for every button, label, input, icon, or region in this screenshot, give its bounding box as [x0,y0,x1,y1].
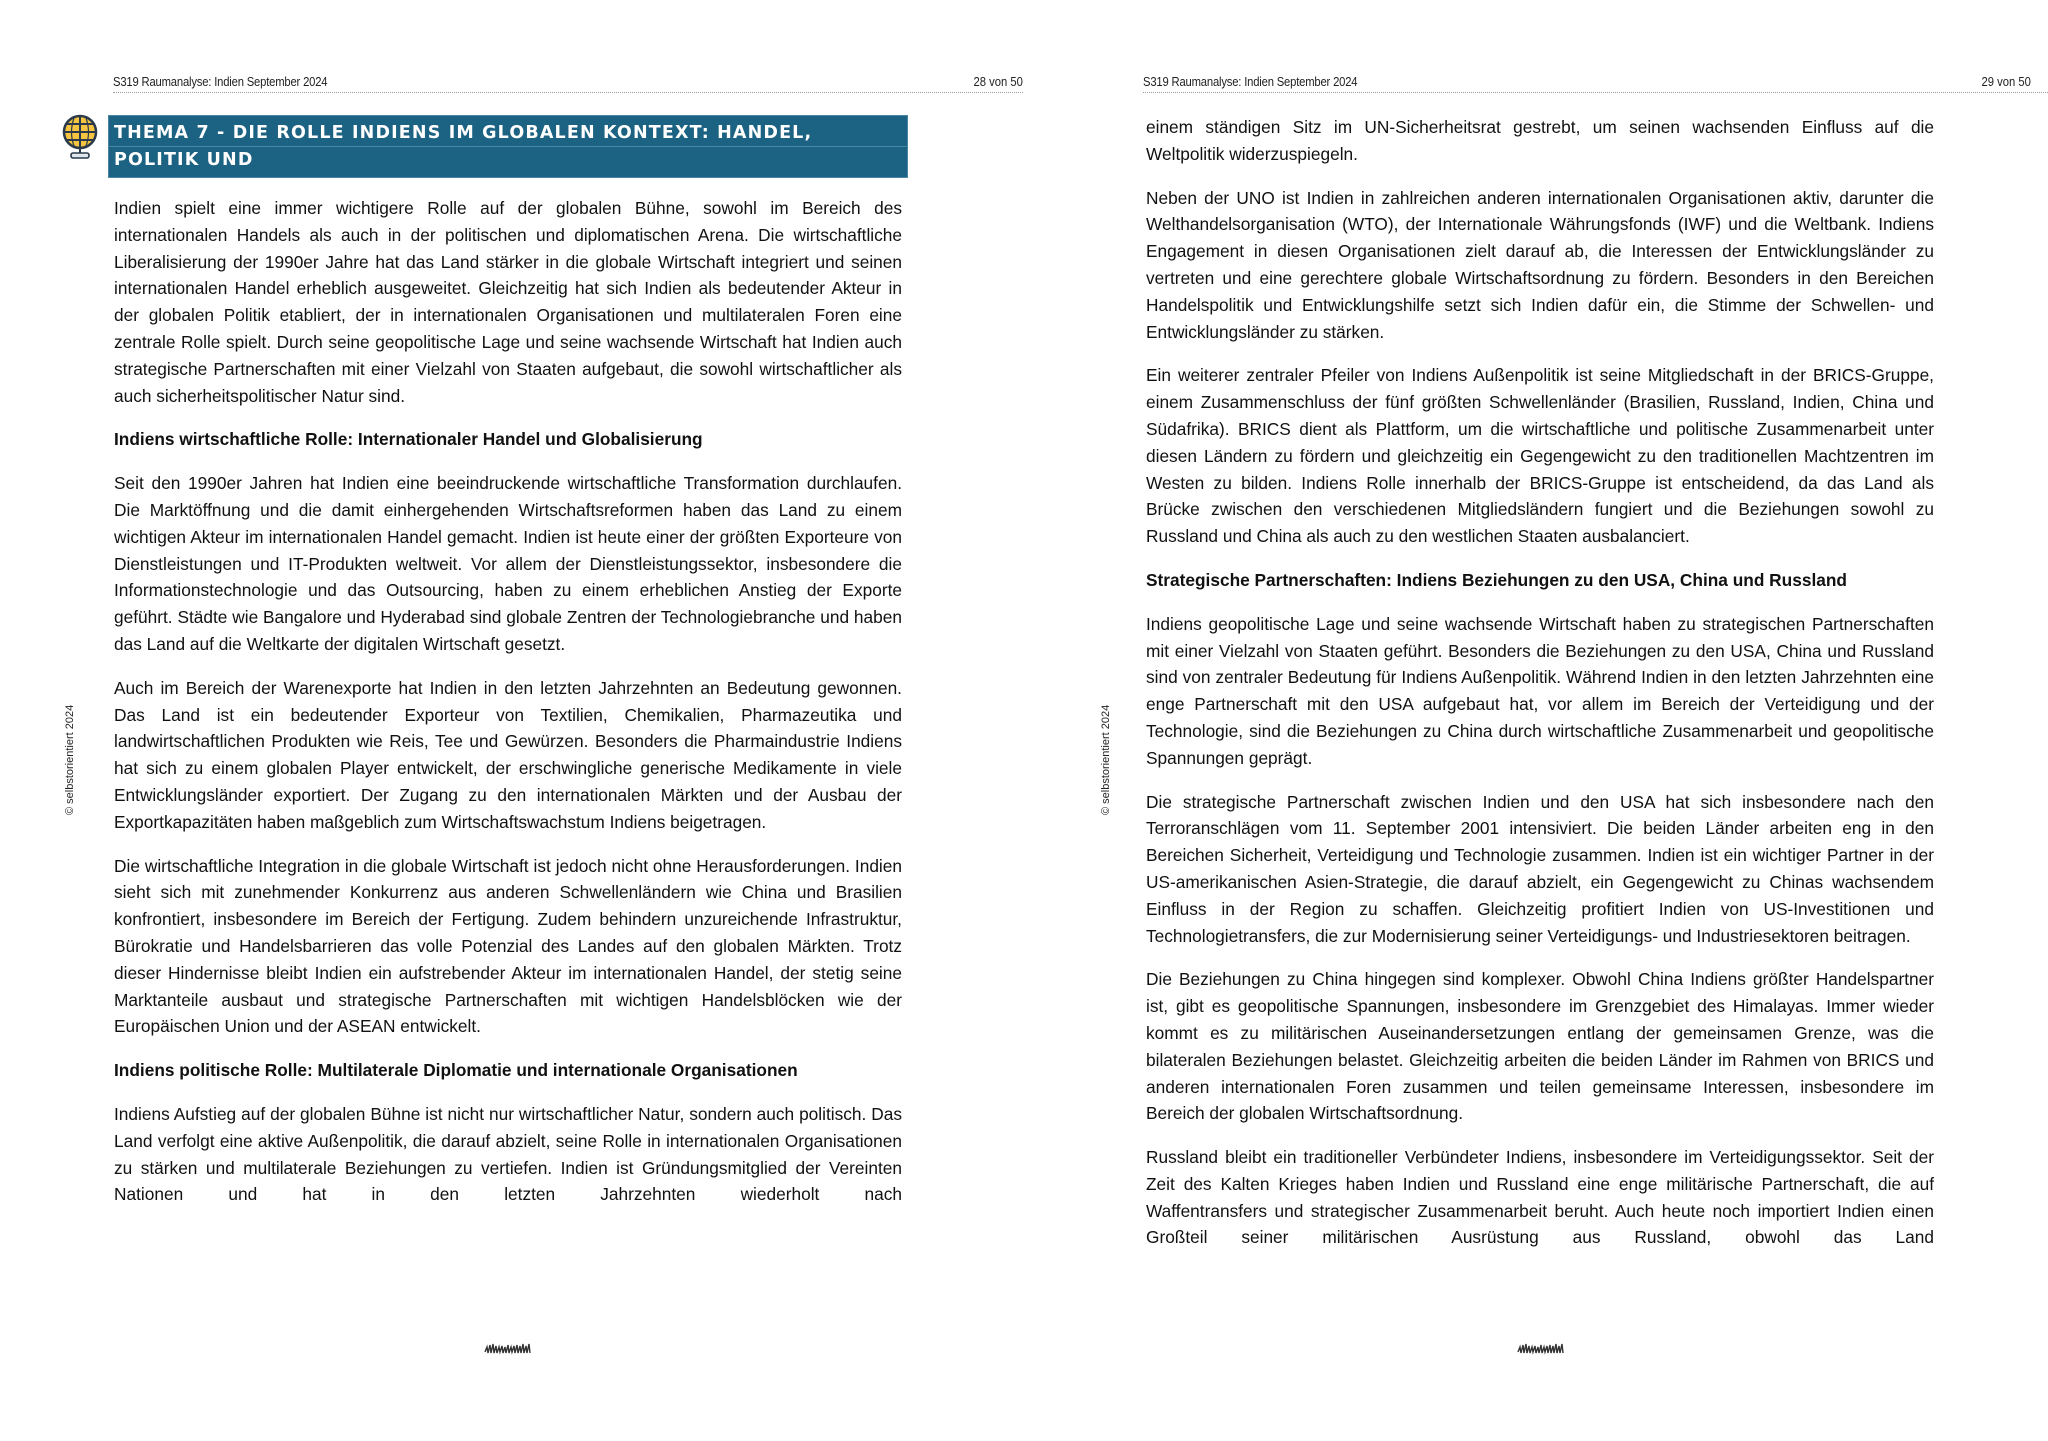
section-heading: Indiens wirtschaftliche Rolle: Internationaler Handel und Globalisierung [114,429,703,450]
copyright-watermark: © selbstorientiert 2024 [1100,704,1112,815]
section-heading: Strategische Partnerschaften: Indiens Beziehungen zu den USA, China und Russland [1146,569,1847,590]
paragraph: Indien spielt eine immer wichtigere Rolle auf der globalen Bühne, sowohl im Bereich des internationalen Handels als auch in der politischen und diplomatischen Arena. Die wirtschaftliche Liberalisierung der 1990er Jahre hat das Land stärker in die globale Wirtschaft integriert und seinen internationalen Handel erheblich ausgeweitet. Gleichzeitig hat sich Indien als bedeutender Akteur in der globalen Politik etabliert, der in internationalen Organisationen und multilateralen Foren eine zentrale Rolle spielt. Durch seine geopolitische Lage und seine wachsende Wirtschaft hat Indien auch strategische Partnerschaften mit einer Vielzahl von Staaten aufgebaut, die sowohl wirtschaftlicher als auch sicherheitspolitischer Natur sind. [114,198,902,406]
body-text [114,195,902,1208]
theme-title-bar [108,115,908,197]
section-heading: Indiens politische Rolle: Multilaterale Diplomatie und internationale Organisationen [114,1060,798,1081]
page-number: 28 von 50 [973,75,1023,89]
selbstorientiert-logo [484,1341,532,1357]
paragraph: Die wirtschaftliche Integration in die globale Wirtschaft ist jedoch nicht ohne Herausforderungen. Indien sieht sich mit zunehmender Konkurrenz aus anderen Schwellenländern wie China und Brasilien konfrontiert, insbesondere im Bereich der Fertigung. Zudem behindern unzureichende Infrastruktur, Bürokratie und Handelsbarrieren das volle Potenzial des Landes auf den globalen Märkten. Trotz dieser Hindernisse bleibt Indien ein aufstrebender Akteur im internationalen Handel, der stetig seine Marktanteile ausbaut und strategische Partnerschaften mit wichtigen Handelsblöcken wie der Europäischen Union und der ASEAN entwickelt. [114,855,902,1037]
document-title: S319 Raumanalyse: Indien September 2024 [113,75,328,89]
page-number: 29 von 50 [1981,75,2031,89]
globe-icon [60,113,100,161]
paragraph: Russland bleibt ein traditioneller Verbündeter Indiens, insbesondere im Verteidigungssektor. Seit der Zeit des Kalten Krieges haben Indien und Russland eine enge militärische Partnerschaft, die auf Waffentransfers und strategischer Zusammenarbeit beruht. Auch heute noch importiert Indien einen Großteil seiner militärischen Ausrüstung aus Russland, obwohl das Land [1146,1147,1934,1248]
paragraph: Seit den 1990er Jahren hat Indien eine beeindruckende wirtschaftliche Transformation durchlaufen. Die Marktöffnung und die damit einhergehenden Wirtschaftsreformen haben das Land zu einem wichtigen Akteur im internationalen Handel gemacht. Indien ist heute einer der größten Exporteure von Dienstleistungen und IT-Produkten weltweit. Vor allem der Dienstleistungssektor, insbesondere die Informationstechnologie und das Outsourcing, haben zu einem erheblichen Anstieg der Exporte geführt. Städte wie Bangalore und Hyderabad sind globale Zentren der Technologiebranche und haben das Land auf die Weltkarte der digitalen Wirtschaft gesetzt. [114,473,902,654]
paragraph: Auch im Bereich der Warenexporte hat Indien in den letzten Jahrzehnten an Bedeutung gewonnen. Das Land ist ein bedeutender Exporteur von Textilien, Chemikalien, Pharmazeutika und landwirtschaftlichen Produkten wie Reis, Tee und Gewürzen. Besonders die Pharmaindustrie Indiens hat sich zu einem globalen Player entwickelt, der erschwingliche generische Medikamente in viele Entwicklungsländer exportiert. Der Zugang zu den internationalen Märkten und der Ausbau der Exportkapazitäten haben maßgeblich zum Wirtschaftswachstum Indiens beigetragen. [114,677,902,832]
running-header [1143,74,2048,93]
paragraph: Die Beziehungen zu China hingegen sind komplexer. Obwohl China Indiens größter Handelspartner ist, gibt es geopolitische Spannungen, insbesondere im Grenzgebiet des Himalayas. Immer wieder kommt es zu militärischen Auseinandersetzungen entlang der gemeinsamen Grenze, was die bilateralen Beziehungen belastet. Gleichzeitig arbeiten die beiden Länder im Rahmen von BRICS und anderen internationalen Foren zusammen und teilen gemeinsame Interessen, insbesondere im Bereich der globalen Wirtschaftsordnung. [1146,969,1934,1124]
running-header [113,74,1023,93]
paragraph: Die strategische Partnerschaft zwischen Indien und den USA hat sich insbesondere nach den Terroranschlägen vom 11. September 2001 intensiviert. Die beiden Länder arbeiten eng in den Bereichen Sicherheit, Verteidigung und Technologie zusammen. Indien ist ein wichtiger Partner in der US-amerikanischen Asien-Strategie, die darauf abzielt, ein Gegengewicht zu Chinas wachsendem Einfluss in der Region zu schaffen. Gleichzeitig profitiert Indien von US-Investitionen und Technologietransfers, die zur Modernisierung seiner Verteidigungs- und Industriesektoren beitragen. [1146,791,1934,946]
copyright-watermark: © selbstorientiert 2024 [64,704,76,815]
document-title: S319 Raumanalyse: Indien September 2024 [1143,75,1358,89]
paragraph: Indiens geopolitische Lage und seine wachsende Wirtschaft haben zu strategischen Partnerschaften mit einer Vielzahl von Staaten geführt. Besonders die Beziehungen zu den USA, China und Russland sind von zentraler Bedeutung für Indiens Außenpolitik. Während Indien in den letzten Jahrzehnten eine enge Partnerschaft mit den USA aufgebaut hat, vor allem im Bereich der Verteidigung und der Technologie, sind die Beziehungen zu China durch wirtschaftliche Zusammenarbeit und geopolitische Spannungen geprägt. [1146,613,1934,768]
body-text [1146,114,1934,1251]
theme-title: THEMA 7 - DIE ROLLE INDIENS IM GLOBALEN KONTEXT: HANDEL, POLITIK UND INTERNATIONALE BEZIEHUNGEN [114,123,813,197]
paragraph: Neben der UNO ist Indien in zahlreichen anderen internationalen Organisationen aktiv, darunter die Welthandelsorganisation (WTO), der Internationale Währungsfonds (IWF) und die Weltbank. Indiens Engagement in diesen Organisationen zielt darauf ab, die Interessen der Entwicklungsländer zu vertreten und eine gerechtere globale Wirtschaftsordnung zu fördern. Besonders in den Bereichen Handelspolitik und Entwicklungshilfe setzt sich Indien dafür ein, die Stimme der Schwellen- und Entwicklungsländer zu stärken. [1146,187,1934,342]
page-29 [1030,0,2048,1441]
paragraph: Ein weiterer zentraler Pfeiler von Indiens Außenpolitik ist seine Mitgliedschaft in der BRICS-Gruppe, einem Zusammenschluss der fünf größten Schwellenländer (Brasilien, Russland, Indien, China und Südafrika). BRICS dient als Plattform, um die wirtschaftliche und politische Zusammenarbeit unter diesen Ländern zu fördern und gleichzeitig ein Gegengewicht zu den traditionellen Machtzentren im Westen zu bilden. Indiens Rolle innerhalb der BRICS-Gruppe ist entscheidend, da das Land als Brücke zwischen den verschiedenen Mitgliedsländern fungiert und die Beziehungen sowohl zu Russland und China als auch zu den westlichen Staaten ausbalanciert. [1146,365,1934,547]
selbstorientiert-logo [1517,1341,1565,1357]
paragraph: einem ständigen Sitz im UN-Sicherheitsrat gestrebt, um seinen wachsenden Einfluss auf die Weltpolitik widerzuspiegeln. [1146,117,1934,164]
paragraph: Indiens Aufstieg auf der globalen Bühne ist nicht nur wirtschaftlicher Natur, sondern auch politisch. Das Land verfolgt eine aktive Außenpolitik, die darauf abzielt, seine Rolle in internationalen Organisationen zu stärken und multilaterale Beziehungen zu vertiefen. Indien ist Gründungsmitglied der Vereinten Nationen und hat in den letzten Jahrzehnten wiederholt nach [114,1103,902,1205]
